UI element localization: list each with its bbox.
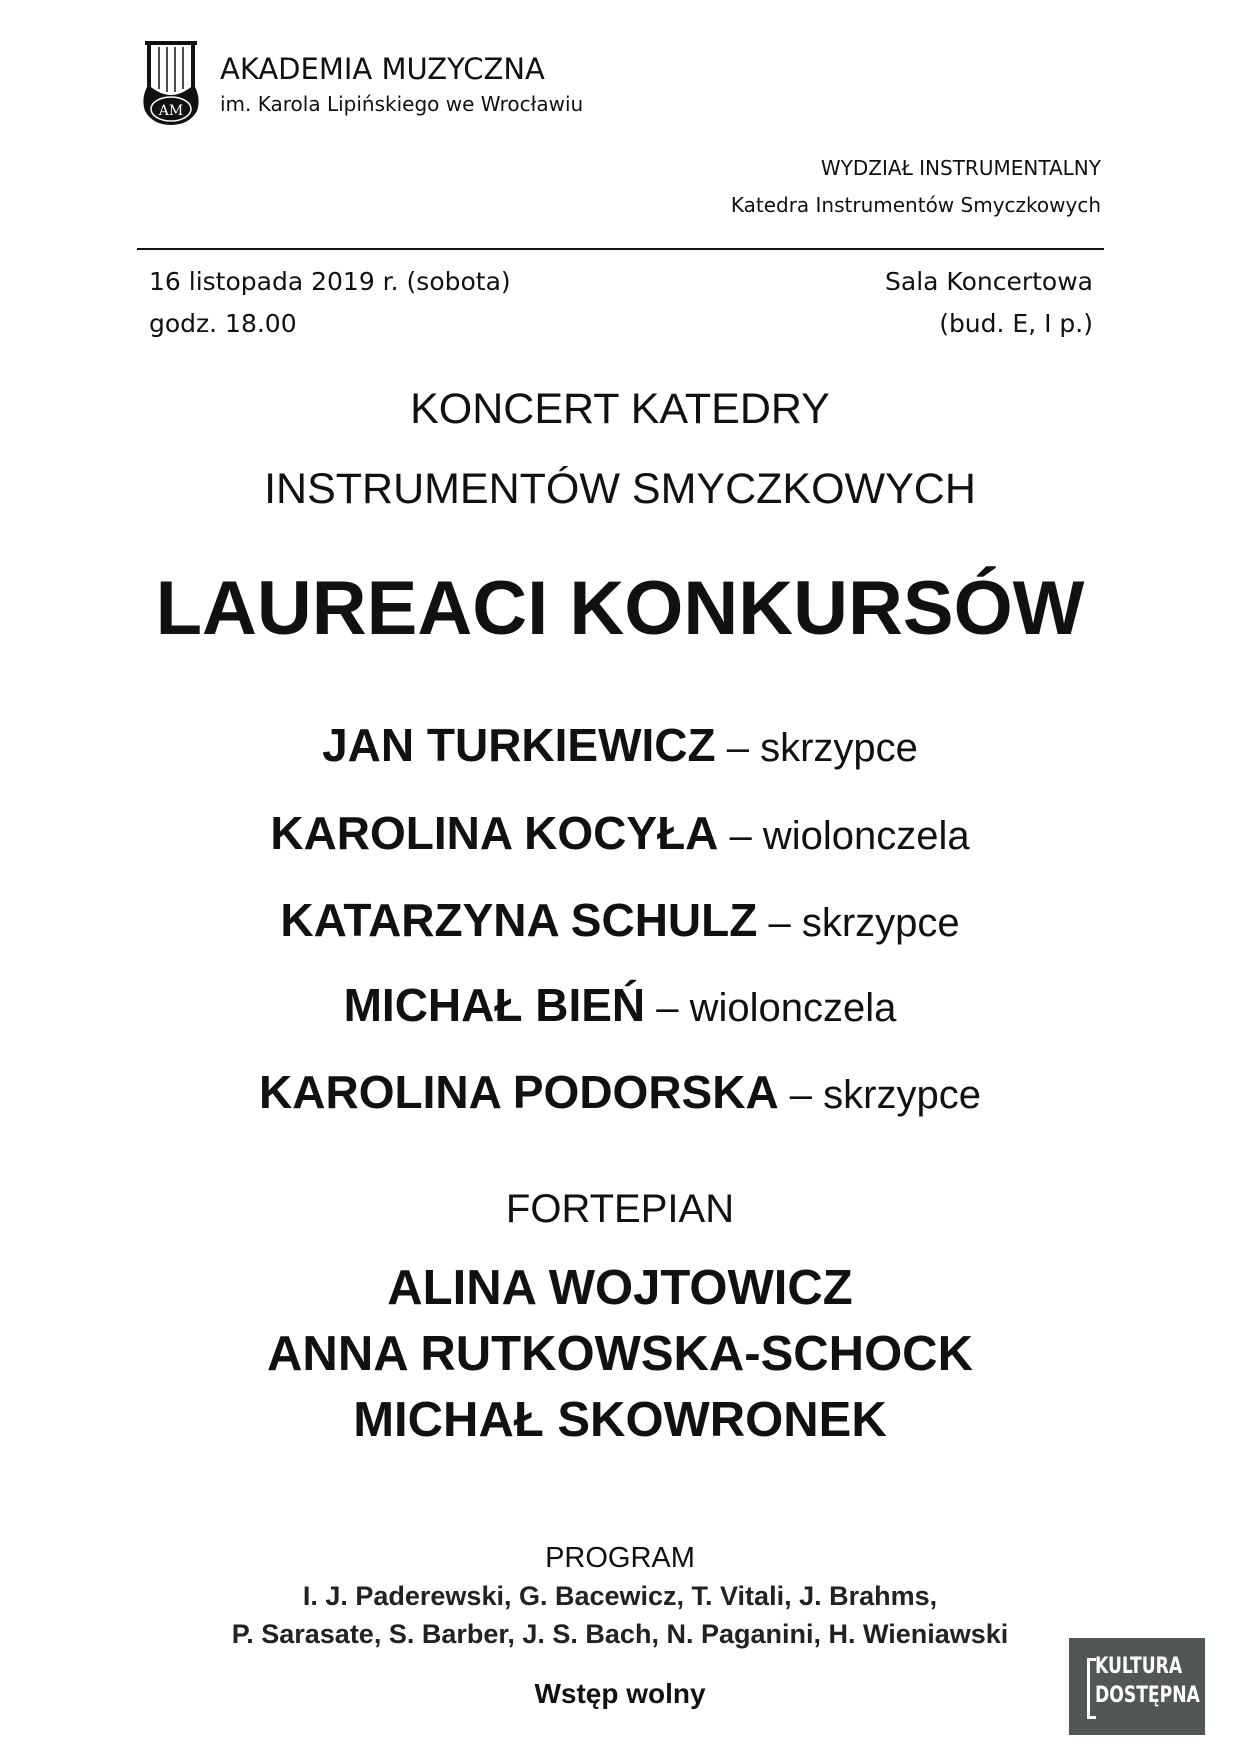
performer-instrument: – wiolonczela <box>645 986 897 1030</box>
kultura-dostepna-badge <box>1069 1638 1205 1735</box>
performer-instrument: – wiolonczela <box>718 814 970 858</box>
title-line1: KONCERT KATEDRY <box>410 385 830 433</box>
program-line1: I. J. Paderewski, G. Bacewicz, T. Vitali, J. Brahms, <box>302 1581 938 1611</box>
institution-subtitle: im. Karola Lipińskiego we Wrocławiu <box>220 92 584 116</box>
lyre-logo-icon <box>137 37 205 127</box>
title-line2: INSTRUMENTÓW SMYCZKOWYCH <box>264 465 976 513</box>
venue-detail: (bud. E, I p.) <box>939 309 1093 338</box>
performer-name: KATARZYNA SCHULZ <box>280 894 758 946</box>
performer <box>0 1065 1240 1131</box>
pianist: ALINA WOJTOWICZ <box>387 1261 853 1315</box>
program-label: PROGRAM <box>545 1542 695 1574</box>
performer-instrument: – skrzypce <box>778 1073 981 1117</box>
performer-instrument: – skrzypce <box>757 901 960 945</box>
event-time: godz. 18.00 <box>149 309 297 338</box>
performer-instrument: – skrzypce <box>715 726 918 770</box>
divider <box>137 248 1104 250</box>
institution-name: AKADEMIA MUZYCZNA <box>220 52 545 86</box>
performer <box>0 806 1240 872</box>
department: Katedra Instrumentów Smyczkowych <box>730 193 1101 217</box>
pianist: MICHAŁ SKOWRONEK <box>353 1393 887 1447</box>
faculty: WYDZIAŁ INSTRUMENTALNY <box>820 156 1101 180</box>
admission: Wstęp wolny <box>534 1678 706 1709</box>
main-title: LAUREACI KONKURSÓW <box>155 566 1085 651</box>
performer <box>0 718 1240 784</box>
program-line2: P. Sarasate, S. Barber, J. S. Bach, N. Paganini, H. Wieniawski <box>231 1619 1009 1649</box>
venue: Sala Koncertowa <box>885 267 1093 296</box>
performer-name: JAN TURKIEWICZ <box>322 719 716 771</box>
performer <box>0 893 1240 959</box>
performer-name: MICHAŁ BIEŃ <box>343 979 646 1031</box>
performer <box>0 978 1240 1044</box>
performer-name: KAROLINA KOCYŁA <box>270 807 719 859</box>
pianist: ANNA RUTKOWSKA-SCHOCK <box>267 1327 973 1381</box>
event-date: 16 listopada 2019 r. (sobota) <box>149 267 511 296</box>
performer-name: KAROLINA PODORSKA <box>259 1066 779 1118</box>
piano-label: FORTEPIAN <box>505 1187 735 1231</box>
svg-text:AM: AM <box>158 103 184 119</box>
badge-text: KULTURA DOSTĘPNA <box>1095 1654 1200 1708</box>
